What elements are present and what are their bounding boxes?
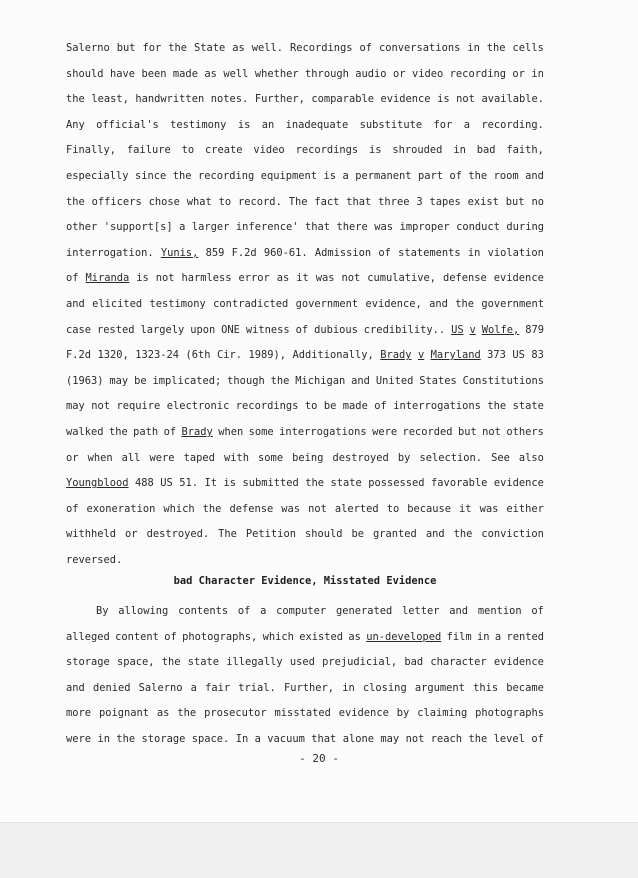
text-line: (1963) may be implicated; though the Michigan and United States Constitutions <box>66 374 544 387</box>
text-line: or when all were taped with some being destroyed by selection. See also <box>66 451 544 464</box>
text-line: storage space, the state illegally used prejudicial, bad character evidence <box>66 656 544 669</box>
text-line: and elicited testimony contradicted government evidence, and the government <box>66 297 544 310</box>
text-line: By allowing contents of a computer generated letter and mention of <box>96 605 544 618</box>
text-line: walked the path of Brady when some interrogations were recorded but not others <box>66 425 544 438</box>
text-line: of exoneration which the defense was not alerted to because it was either <box>66 502 544 515</box>
text-line: Youngblood 488 US 51. It is submitted the state possessed favorable evidence <box>66 477 544 490</box>
text-line: interrogation. Yunis, 859 F.2d 960-61. Admission of statements in violation <box>66 246 544 259</box>
text-line: should have been made as well whether through audio or video recording or in <box>66 67 544 80</box>
text-line: other 'support[s] a larger inference' that there was improper conduct during <box>66 221 544 234</box>
section-heading: bad Character Evidence, Misstated Evidence <box>173 575 437 588</box>
page-number: - 20 - <box>299 752 339 765</box>
text-line: Salerno but for the State as well. Recordings of conversations in the cells <box>66 42 544 54</box>
text-line: more poignant as the prosecutor misstated evidence by claiming photographs <box>66 707 544 720</box>
text-line: reversed. <box>66 553 123 566</box>
text-line: Finally, failure to create video recordings is shrouded in bad faith, <box>66 144 544 157</box>
text-line: were in the storage space. In a vacuum that alone may not reach the level of <box>66 733 544 746</box>
text-line: withheld or destroyed. The Petition should be granted and the conviction <box>66 528 544 541</box>
text-line: especially since the recording equipment is a permanent part of the room and <box>66 169 544 182</box>
text-line: may not require electronic recordings to be made of interrogations the state <box>66 400 544 413</box>
paragraph-section <box>66 601 544 755</box>
body-text <box>66 38 544 755</box>
text-line: case rested largely upon ONE witness of dubious credibility.. US v Wolfe, 879 <box>66 323 544 336</box>
text-line: F.2d 1320, 1323-24 (6th Cir. 1989), Additionally, Brady v Maryland 373 US 83 <box>66 349 544 362</box>
text-line: alleged content of photographs, which existed as un-developed film in a rented <box>66 630 544 643</box>
text-line: the least, handwritten notes. Further, comparable evidence is not available. <box>66 93 544 106</box>
text-line: the officers chose what to record. The fact that three 3 tapes exist but no <box>66 195 544 208</box>
heading-row <box>66 575 544 601</box>
text-line: Any official's testimony is an inadequate substitute for a recording. <box>66 118 544 131</box>
text-line: of Miranda is not harmless error as it was not cumulative, defense evidence <box>66 272 544 285</box>
text-line: and denied Salerno a fair trial. Further, in closing argument this became <box>66 681 544 694</box>
viewer-bottom-strip <box>0 822 638 878</box>
paragraph-main <box>66 38 544 575</box>
